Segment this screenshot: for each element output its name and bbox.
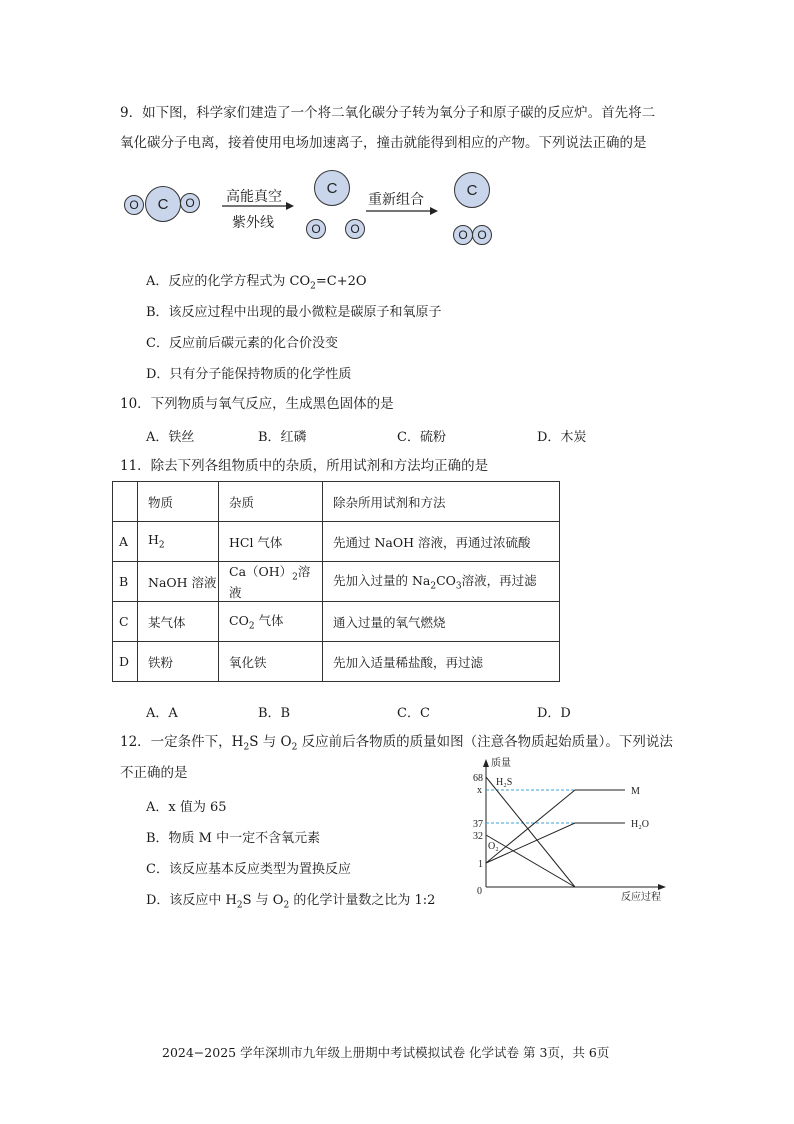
q11-option-a: A．A — [146, 706, 178, 721]
table-cell: $CO_2$ 气体 — [219, 602, 323, 642]
x-axis-label: 反应过程 — [621, 892, 661, 903]
oxygen-atom: O — [124, 195, 144, 215]
series-label-h2s: H₂S — [496, 777, 513, 788]
y-tick-label: x — [477, 785, 482, 796]
table-cell: NaOH 溶液 — [138, 562, 219, 602]
carbon-atom: C — [314, 170, 350, 206]
series-line-h2o — [486, 823, 625, 863]
table-cell: C — [113, 602, 138, 642]
oxygen-atom: O — [472, 225, 492, 245]
q11-option-b: B．B — [258, 706, 291, 721]
oxygen-atom: O — [180, 193, 200, 213]
table-cell: 某气体 — [138, 602, 219, 642]
table-cell: HCl 气体 — [219, 522, 323, 562]
q12-stem-line1: 12．一定条件下，$H_2S$ 与 $O_2$ 反应前后各物质的质量如图（注意各物质起始质量）。下列说法 — [120, 734, 673, 753]
table-cell: 氧化铁 — [219, 642, 323, 682]
q12-option-d: D．该反应中 $H_2S$ 与 $O_2$ 的化学计量数之比为 1:2 — [146, 893, 436, 911]
table-cell: $H_2$ — [138, 522, 219, 562]
q10-option-b: B．红磷 — [258, 430, 307, 445]
table-header-cell: 杂质 — [219, 482, 323, 522]
table-row — [113, 602, 560, 642]
series-label-m: M — [631, 786, 640, 797]
condition-label: 重新组合 — [368, 191, 424, 207]
oxygen-atom: O — [345, 219, 365, 239]
q9-stem-line1: 9．如下图，科学家们建造了一个将二氧化碳分子转为氧分子和原子碳的反应炉。首先将二 — [120, 105, 656, 121]
q12-option-a: A．x 值为 65 — [146, 800, 227, 815]
table-header-cell — [113, 482, 138, 522]
y-axis-label: 质量 — [491, 758, 511, 769]
table-cell: $Ca(OH)_2$溶液 — [219, 562, 323, 602]
series-label-o2: O₂ — [488, 841, 499, 852]
reaction-arrow-icon — [366, 206, 438, 216]
oxygen-atom: O — [453, 225, 473, 245]
carbon-atom: C — [454, 172, 490, 208]
q9-option-b: B．该反应过程中出现的最小微粒是碳原子和氧原子 — [146, 305, 442, 320]
x-axis-arrow-icon — [658, 884, 666, 890]
q10-option-a: A．铁丝 — [146, 430, 195, 445]
q12-option-b: B．物质 M 中一定不含氧元素 — [146, 831, 321, 846]
q11-option-c: C．C — [397, 706, 430, 721]
q12-mass-chart — [455, 755, 685, 905]
table-row — [113, 642, 560, 682]
table-header-cell: 物质 — [138, 482, 219, 522]
series-line-h2s — [486, 777, 575, 887]
condition-label-bottom: 紫外线 — [232, 214, 274, 230]
series-label-h2o: H₂O — [631, 819, 649, 830]
q9-option-c: C．反应前后碳元素的化合价没变 — [146, 336, 338, 351]
y-tick-label: 0 — [477, 886, 482, 897]
table-cell: 先通过 NaOH 溶液，再通过浓硫酸 — [323, 522, 560, 562]
q9-option-d: D．只有分子能保持物质的化学性质 — [146, 367, 352, 382]
table-cell: A — [113, 522, 138, 562]
table-row — [113, 562, 560, 602]
condition-label-top: 高能真空 — [226, 188, 282, 204]
y-tick-label: 68 — [473, 773, 483, 784]
table-cell: D — [113, 642, 138, 682]
y-axis-arrow-icon — [483, 759, 489, 767]
series-line-m — [486, 790, 625, 863]
table-cell: 通入过量的氧气燃烧 — [323, 602, 560, 642]
table-cell: B — [113, 562, 138, 602]
y-tick-label: 32 — [473, 831, 483, 842]
q12-stem-line2: 不正确的是 — [120, 765, 188, 781]
q11-table — [112, 481, 560, 682]
table-header-row — [113, 482, 560, 522]
table-cell: 先加入过量的 $Na_2CO_3$溶液，再过滤 — [323, 562, 560, 602]
table-row — [113, 522, 560, 562]
y-tick-label: 37 — [473, 819, 483, 830]
q10-option-d: D．木炭 — [537, 430, 587, 445]
q10-stem: 10．下列物质与氧气反应，生成黑色固体的是 — [120, 396, 394, 412]
q12-option-c: C．该反应基本反应类型为置换反应 — [146, 862, 351, 877]
page-footer: 2024−2025 学年深圳市九年级上册期中考试模拟试卷 化学试卷 第 3页，共 6页 — [162, 1045, 610, 1060]
table-header-cell: 除杂所用试剂和方法 — [323, 482, 560, 522]
table-cell: 铁粉 — [138, 642, 219, 682]
carbon-atom: C — [145, 186, 181, 222]
reaction-arrow-icon — [222, 201, 294, 211]
q10-option-c: C．硫粉 — [397, 430, 446, 445]
q11-option-d: D．D — [537, 706, 571, 721]
oxygen-atom: O — [306, 219, 326, 239]
q9-stem-line2: 氧化碳分子电离，接着使用电场加速离子，撞击就能得到相应的产物。下列说法正确的是 — [120, 135, 647, 151]
table-cell: 先加入适量稀盐酸，再过滤 — [323, 642, 560, 682]
q9-option-a: A．反应的化学方程式为 $CO_2=C+2O$ — [146, 274, 367, 292]
y-tick-label: 1 — [478, 859, 483, 870]
q11-stem: 11．除去下列各组物质中的杂质，所用试剂和方法均正确的是 — [120, 458, 489, 474]
